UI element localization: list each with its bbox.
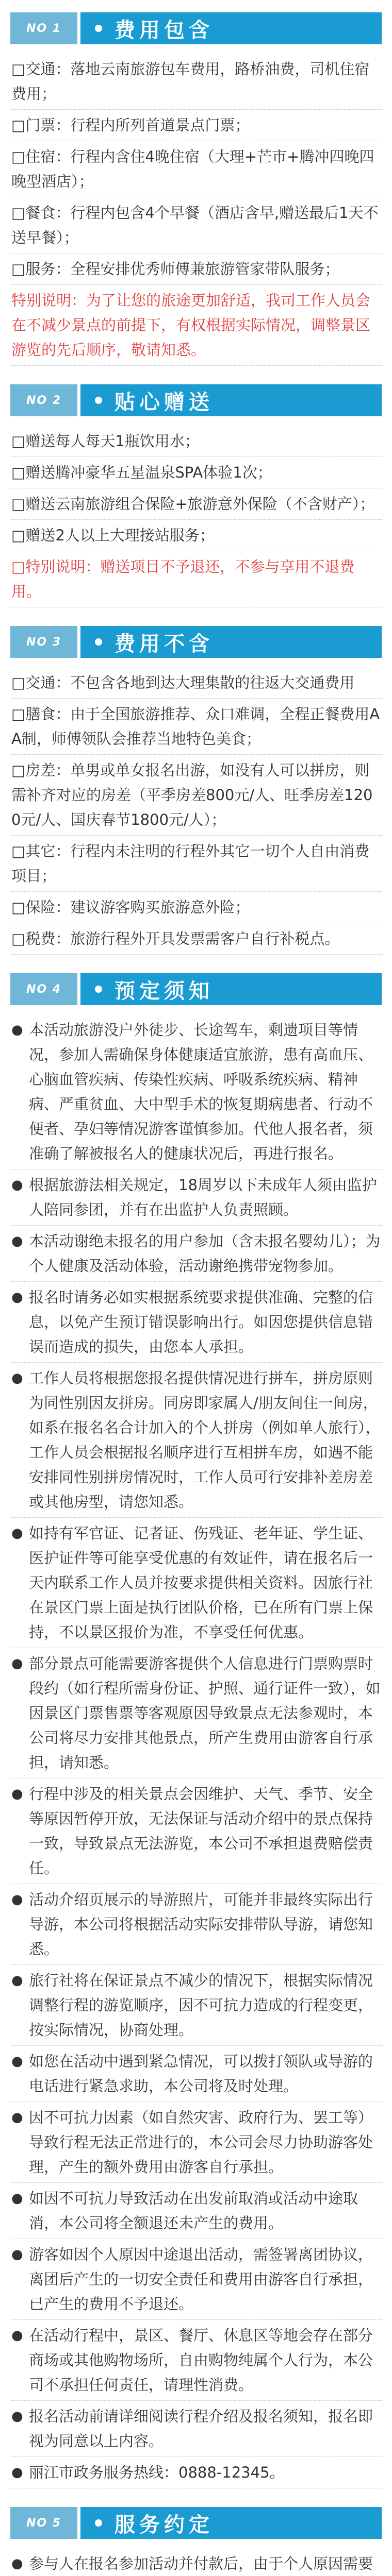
text-line: ● 本活动旅游没户外徒步、长途驾车，剩遗项目等情况，参加人需确保身体健康适宜旅游，患有高血压、心脑血管疾病、传染性疾病、呼吸系统疾病、精神病、严重贫血、大中型手术的恢复期病患者、行动不便者、孕妇等情况游客谨慎参加。代他人报名者，须准确了解被报名人的健康状况后，再进行报名。 bbox=[11, 1014, 382, 1170]
section-title: 贴心赠送 bbox=[80, 384, 382, 416]
section-number: NO 5 bbox=[10, 2507, 77, 2539]
text-line: □餐食：行程内包含4个早餐（酒店含早,赠送最后1天不送早餐）； bbox=[11, 197, 382, 253]
section-5 bbox=[10, 2507, 382, 2576]
section-3 bbox=[10, 626, 382, 955]
text-line: □住宿：行程内含住4晚住宿（大理+芒市+腾冲四晚四晚型酒店）； bbox=[11, 141, 382, 197]
section-lines bbox=[10, 667, 382, 955]
text-line: ● 活动介绍页展示的导游照片，可能并非最终实际出行导游，本公司将根据活动实际安排带队导游，请您知悉。 bbox=[11, 1884, 382, 1965]
section-header bbox=[10, 973, 382, 1005]
text-line: ● 如您在活动中遇到紧急情况，可以拨打领队或导游的电话进行紧急求助，本公司将及时处理。 bbox=[11, 2046, 382, 2102]
section-title: 服务约定 bbox=[80, 2507, 382, 2539]
section-title: 预定须知 bbox=[80, 973, 382, 1005]
text-line: ● 丽江市政务服务热线：0888-12345。 bbox=[11, 2457, 382, 2488]
itinerary-notice bbox=[10, 12, 382, 2576]
text-line: ● 在活动行程中，景区、餐厅、休息区等地会存在部分商场或其他购物场所，自由购物纯属个人行为，本公司不承担任何责任，请理性消费。 bbox=[11, 2320, 382, 2401]
section-4 bbox=[10, 973, 382, 2488]
text-line: □房差：单男或单女报名出游，如没有人可以拼房，则需补齐对应的房差（平季房差800元/人、旺季房差1200元/人、国庆春节1800元/人）； bbox=[11, 755, 382, 836]
text-line: □特别说明：赠送项目不予退还，不参与享用不退费用。 bbox=[11, 551, 382, 607]
text-line: 特别说明：为了让您的旅途更加舒适，我司工作人员会在不减少景点的前提下，有权根据实际情况，调整景区游览的先后顺序，敬请知悉。 bbox=[11, 285, 382, 366]
text-line: ● 本活动谢绝未报名的用户参加（含未报名婴幼儿）；为个人健康及活动体验，活动谢绝携带宠物参加。 bbox=[11, 1226, 382, 1282]
text-line: □税费：旅游行程外开具发票需客户自行补税点。 bbox=[11, 923, 382, 955]
text-line: ● 参与人在报名参加活动并付款后，由于个人原因需要 bbox=[11, 2548, 382, 2576]
section-number: NO 4 bbox=[10, 973, 77, 1005]
text-line: ● 旅行社将在保证景点不减少的情况下，根据实际情况调整行程的游览顺序，因不可抗力造成的行程变更，按实际情况，协商处理。 bbox=[11, 1965, 382, 2046]
section-number: NO 1 bbox=[10, 12, 77, 44]
text-line: □赠送2人以上大理接站服务； bbox=[11, 520, 382, 551]
section-header bbox=[10, 12, 382, 44]
section-lines bbox=[10, 2548, 382, 2576]
text-line: ● 报名活动前请详细阅读行程介绍及报名须知，报名即视为同意以上内容。 bbox=[11, 2401, 382, 2457]
section-title: 费用不含 bbox=[80, 626, 382, 658]
text-line: □交通：落地云南旅游包车费用，路桥油费，司机住宿费用； bbox=[11, 54, 382, 110]
text-line: ● 根据旅游法相关规定，18周岁以下未成年人须由监护人陪同参团，并有在出监护人负责照顾。 bbox=[11, 1170, 382, 1226]
section-2 bbox=[10, 384, 382, 607]
section-header bbox=[10, 626, 382, 658]
text-line: □服务：全程安排优秀师傅兼旅游管家带队服务； bbox=[11, 253, 382, 285]
text-line: □保险：建议游客购买旅游意外险； bbox=[11, 892, 382, 923]
section-lines bbox=[10, 1014, 382, 2488]
section-1 bbox=[10, 12, 382, 366]
text-line: ● 如持有军官证、记者证、伤残证、老年证、学生证、医护证件等可能享受优惠的有效证件，请在报名后一天内联系工作人员并按要求提供相关资料。因旅行社在景区门票上面是执行团队价格，已在所有门票上保持，不以景区报价为准，不享受任何优惠。 bbox=[11, 1518, 382, 1648]
text-line: □赠送腾冲豪华五星温泉SPA体验1次； bbox=[11, 457, 382, 488]
section-header bbox=[10, 384, 382, 416]
text-line: □赠送每人每天1瓶饮用水； bbox=[11, 426, 382, 457]
text-line: ● 因不可抗力因素（如自然灾害、政府行为、罢工等）导致行程无法正常进行的，本公司会尽力协助游客处理，产生的额外费用由游客自行承担。 bbox=[11, 2102, 382, 2183]
text-line: □赠送云南旅游组合保险+旅游意外保险（不含财产）； bbox=[11, 488, 382, 520]
text-line: □膳食：由于全国旅游推荐、众口难调，全程正餐费用AA制，师傅领队会推荐当地特色美食； bbox=[11, 699, 382, 755]
text-line: ● 如因不可抗力导致活动在出发前取消或活动中途取消，本公司将全额退还未产生的费用。 bbox=[11, 2183, 382, 2239]
text-line: □交通：不包含各地到达大理集散的往返大交通费用 bbox=[11, 667, 382, 699]
section-lines bbox=[10, 426, 382, 607]
text-line: ● 报名时请务必如实根据系统要求提供准确、完整的信息，以免产生预订错误影响出行。如因您提供信息错误而造成的损失，由您本人承担。 bbox=[11, 1282, 382, 1363]
text-line: ● 行程中涉及的相关景点会因维护、天气、季节、安全等原因暂停开放，无法保证与活动介绍中的景点保持一致，导致景点无法游览，本公司不承担退费赔偿责任。 bbox=[11, 1778, 382, 1884]
text-line: □门票：行程内所列首道景点门票； bbox=[11, 110, 382, 141]
section-number: NO 3 bbox=[10, 626, 77, 658]
section-title: 费用包含 bbox=[80, 12, 382, 44]
text-line: ● 工作人员将根据您报名提供情况进行拼车，拼房原则为同性别因友拼房。同房即家属人/朋友间住一间房，如系在报名名合计加入的个人拼房（例如单人旅行），工作人员会根据报名顺序进行互相拼车房，如遇不能安排同性别拼房情况时，工作人员可行安排补差房差或其他房型，请您知悉。 bbox=[11, 1363, 382, 1518]
text-line: ● 游客如因个人原因中途退出活动，需签署离团协议，离团后产生的一切安全责任和费用由游客自行承担，已产生的费用不予退还。 bbox=[11, 2239, 382, 2320]
section-number: NO 2 bbox=[10, 384, 77, 416]
section-header bbox=[10, 2507, 382, 2539]
text-line: □其它：行程内未注明的行程外其它一切个人自由消费项目； bbox=[11, 836, 382, 892]
section-lines bbox=[10, 54, 382, 366]
text-line: ● 部分景点可能需要游客提供个人信息进行门票购票时段约（如行程所需身份证、护照、通行证件一致），如因景区门票售票等客观原因导致景点无法参观时，本公司将尽力安排其他景点，所产生费用由游客自行承担，请知悉。 bbox=[11, 1648, 382, 1778]
